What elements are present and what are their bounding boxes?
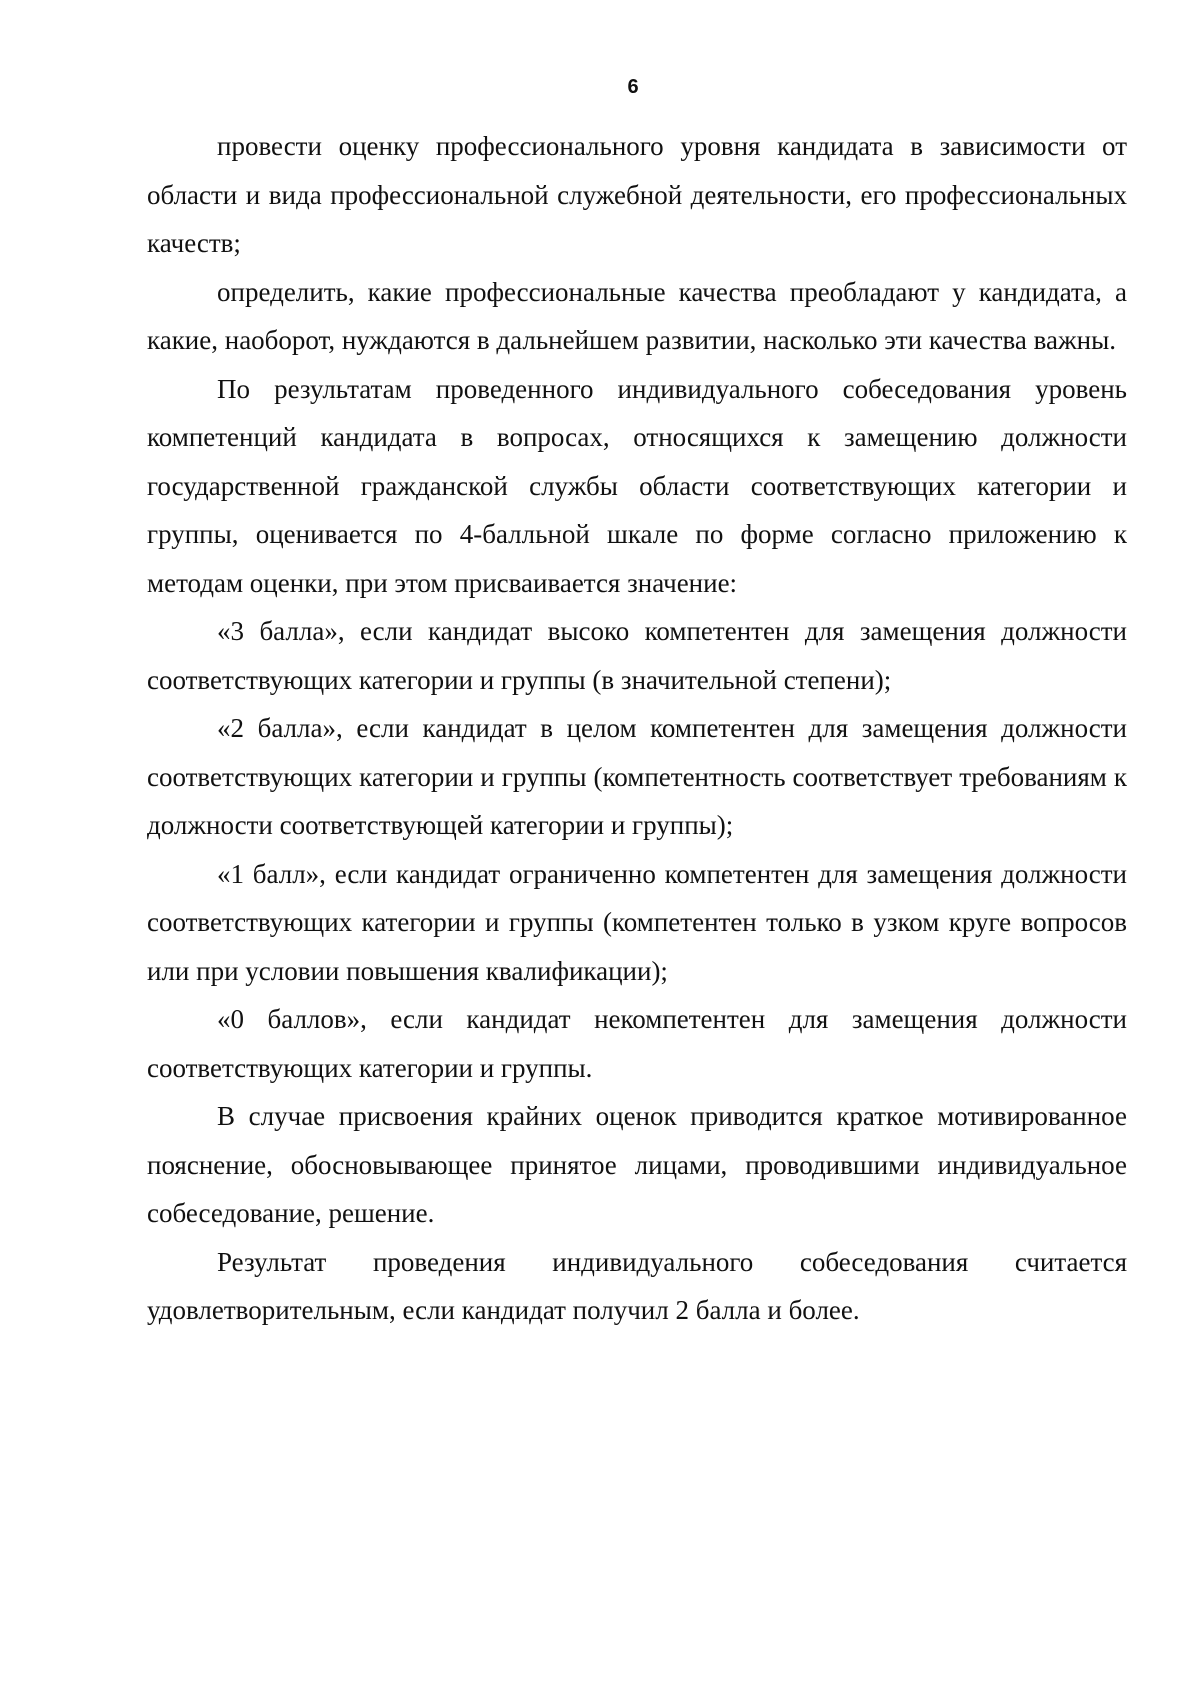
paragraph-score-1: «1 балл», если кандидат ограниченно компетентен для замещения должности соответствующих категории и группы (компетентен только в узком круге вопросов или при условии повышения квалификации); bbox=[147, 858, 1127, 986]
paragraph-determine-qualities: определить, какие профессиональные качества преобладают у кандидата, а какие, наоборот, нуждаются в дальнейшем развитии, насколько эти качества важны. bbox=[147, 276, 1127, 355]
paragraph-score-0: «0 баллов», если кандидат некомпетентен для замещения должности соответствующих категории и группы. bbox=[147, 1004, 1127, 1083]
paragraph-score-2: «2 балла», если кандидат в целом компетентен для замещения должности соответствующих категории и группы (компетентность соответствует требованиям к должности соответствующей категории и группы); bbox=[147, 713, 1127, 840]
paragraph-satisfactory-result: Результат проведения индивидуального собеседования считается удовлетворительным, если кандидат получил 2 балла и более. bbox=[147, 1246, 1127, 1325]
page-number: 6 bbox=[627, 76, 639, 98]
paragraph-interview-results: По результатам проведенного индивидуального собеседования уровень компетенций кандидата в вопросах, относящихся к замещению должности государственной гражданской службы области соответствующих категории и группы, оценивается по 4-балльной шкале по форме согласно приложению к методам оценки, при этом присваивается значение: bbox=[147, 373, 1127, 598]
paragraph-evaluate-level: провести оценку профессионального уровня кандидата в зависимости от области и вида профессиональной служебной деятельности, его профессиональных качеств; bbox=[147, 131, 1127, 258]
document-body bbox=[147, 122, 1127, 1335]
paragraph-score-3: «3 балла», если кандидат высоко компетентен для замещения должности соответствующих категории и группы (в значительной степени); bbox=[147, 616, 1127, 695]
paragraph-extreme-scores: В случае присвоения крайних оценок приводится краткое мотивированное пояснение, обосновывающее принятое лицами, проводившими индивидуальное собеседование, решение. bbox=[147, 1101, 1127, 1228]
